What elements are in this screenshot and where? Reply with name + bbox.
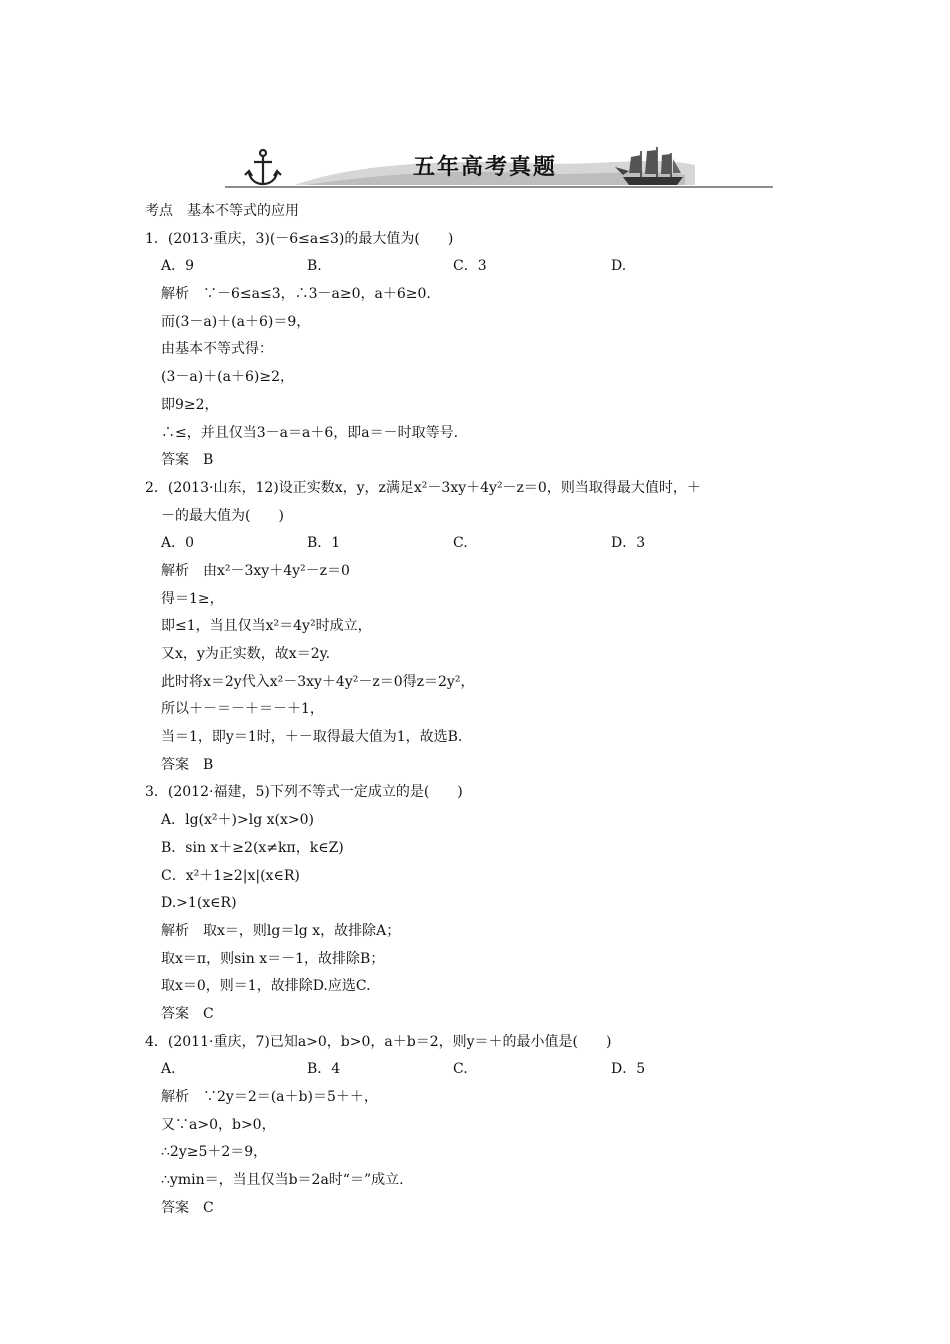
option-d: D．5 [611, 1061, 646, 1078]
solution-line: 即9≥2， [161, 396, 219, 413]
option-row [145, 1056, 825, 1084]
solution-line: 所以＋－＝－＋＝－＋1， [161, 701, 324, 718]
option-row [145, 253, 825, 281]
option-a: A. [161, 1061, 176, 1078]
solution-line: 取x＝0，则＝1，故排除D.应选C. [161, 978, 371, 995]
option-a: A．0 [161, 535, 195, 552]
option-d: D.>1(x∈R) [161, 895, 237, 912]
problem-stem: 2．(2013·山东，12)设正实数x，y，z满足x²－3xy＋4y²－z＝0，则当取得最大值时，＋ [145, 479, 701, 496]
solution-line: ∴2y≥5＋2＝9， [161, 1144, 268, 1161]
problem-stem: 1．(2013·重庆，3)(－6≤a≤3)的最大值为( ) [145, 230, 454, 247]
solution-line: 即≤1，当且仅当x²＝4y²时成立， [161, 618, 372, 635]
solution-line: ∴ymin＝，当且仅当b＝2a时“＝”成立. [161, 1172, 404, 1189]
solution-line: 又x，y为正实数，故x＝2y. [161, 646, 331, 662]
problem-stem: 3．(2012·福建，5)下列不等式一定成立的是( ) [145, 784, 463, 801]
problem-4 [145, 1029, 825, 1223]
section-banner [225, 145, 773, 191]
option-a: A．lg(x²＋)>lg x(x>0) [161, 812, 314, 829]
solution-line: 当＝1，即y＝1时，＋－取得最大值为1，故选B. [161, 729, 463, 746]
option-c: C. [453, 535, 468, 552]
solution-line: 取x＝π，则sin x＝－1，故排除B； [161, 950, 385, 967]
option-b: B．4 [307, 1061, 341, 1078]
option-c: C．3 [453, 258, 487, 275]
solution-line: (3－a)＋(a＋6)≥2， [161, 369, 294, 386]
solution-line: ∴≤，并且仅当3－a＝a＋6，即a＝－时取等号. [161, 424, 459, 441]
problem-1 [145, 226, 825, 475]
answer-line: 答案 B [161, 452, 214, 469]
option-a: A．9 [161, 258, 195, 275]
option-c: C. [453, 1061, 468, 1078]
answer-line: 答案 B [161, 756, 214, 773]
solution-line: 又∵a>0，b>0， [161, 1116, 276, 1133]
option-row [145, 530, 825, 558]
option-b: B．sin x＋≥2(x≠kπ，k∈Z) [161, 839, 344, 856]
answer-line: 答案 C [161, 1199, 214, 1216]
answer-line: 答案 C [161, 1005, 214, 1022]
solution-line: 此时将x＝2y代入x²－3xy＋4y²－z＝0得z＝2y²， [161, 673, 475, 690]
problem-3 [145, 779, 825, 1028]
problem-2 [145, 475, 825, 780]
anchor-icon [245, 150, 281, 184]
option-b: B．1 [307, 535, 341, 552]
solution-line: 解析 ∵－6≤a≤3，∴3－a≥0，a＋6≥0. [161, 286, 431, 303]
problem-stem-continued: －的最大值为( ) [161, 507, 284, 524]
solution-line: 得＝1≥， [161, 590, 224, 607]
topic-heading: 考点 基本不等式的应用 [145, 203, 299, 219]
solution-line: 解析 取x＝，则lg＝lg x，故排除A； [161, 922, 401, 939]
banner-title: 五年高考真题 [412, 155, 557, 180]
option-b: B. [307, 258, 322, 275]
solution-line: 而(3－a)＋(a＋6)＝9， [161, 313, 311, 330]
option-d: D. [611, 258, 627, 275]
document-body [145, 198, 825, 1222]
solution-line: 解析 由x²－3xy＋4y²－z＝0 [161, 562, 350, 579]
option-c: C．x²＋1≥2|x|(x∈R) [161, 867, 300, 884]
option-d: D．3 [611, 535, 646, 552]
problem-stem: 4．(2011·重庆，7)已知a>0，b>0，a＋b＝2，则y＝＋的最小值是( ) [145, 1033, 612, 1050]
solution-line: 解析 ∵2y＝2＝(a＋b)＝5＋＋， [161, 1089, 378, 1105]
solution-line: 由基本不等式得： [161, 341, 273, 358]
